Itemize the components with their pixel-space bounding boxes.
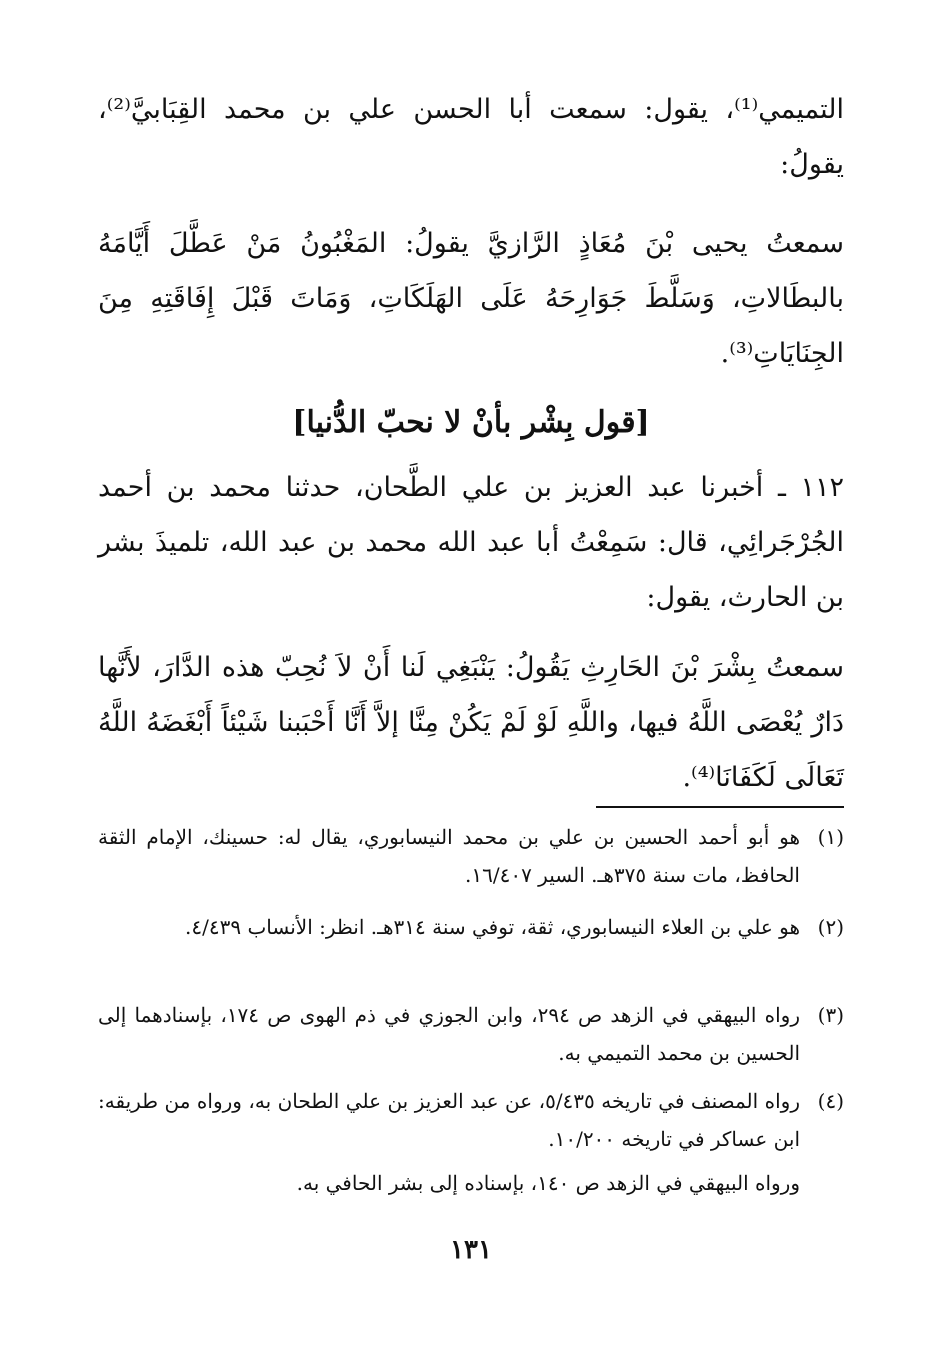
footnote-3	[98, 996, 844, 1072]
footnote-number: (٣)	[817, 1003, 844, 1027]
footnote-text: هو علي بن العلاء النيسابوري، ثقة، توفي سنة ٣١٤هـ. انظر: الأنساب ٤/٤٣٩.	[185, 915, 800, 939]
footnote-number: (٢)	[817, 915, 844, 939]
paragraph-continuation: التميمي⁽¹⁾، يقول: سمعت أبا الحسن علي بن محمد القِبَابيَّ⁽²⁾، يقولُ:	[98, 94, 844, 180]
footnote-number: (١)	[817, 825, 844, 849]
footnote-separator	[596, 806, 844, 808]
footnote-number: (٤)	[817, 1089, 844, 1113]
paragraph-narration-112: ١١٢ ـ أخبرنا عبد العزيز بن علي الطَّحان، حدثنا محمد بن أحمد الجُرْجَرائِي، قال: سَمِعْتُ أبا عبد الله محمد بن عبد الله، تلميذَ بشر بن الحارث، يقول:	[98, 472, 845, 613]
footnote-1	[98, 818, 844, 894]
page-number: ١٣١	[450, 1235, 492, 1265]
footnote-text: هو أبو أحمد الحسين بن علي بن محمد النيسابوري، يقال له: حسينك، الإمام الثقة الحافظ، مات سنة ٣٧٥هـ. السير ١٦/٤٠٧.	[98, 825, 800, 887]
footnote-4	[98, 1082, 844, 1158]
paragraph-yahya-quote: سمعتُ يحيى بْنَ مُعَاذٍ الرَّازيَّ يقولُ: المَغْبُونُ مَنْ عَطَّلَ أَيَّامَهُ بالبطَالاتِ، وَسَلَّطَ جَوَارِحَهُ عَلَى الهَلَكَاتِ، وَمَاتَ قَبْلَ إِفَاقَتِهِ مِنَ الجِنَايَاتِ⁽³⁾.	[98, 228, 844, 369]
footnote-2	[98, 908, 844, 946]
paragraph-bishr-quote: سمعتُ بِشْرَ بْنَ الحَارِثِ يَقُولُ: يَنْبَغِي لَنا أَنْ لاَ نُحِبّ هذه الدَّارَ، لأَنَّها دَارٌ يُعْصَى اللَّهُ فيها، واللَّهِ لَوْ لَمْ يَكُنْ مِنَّا إلاَّ أَنَّا أَحْبَبنا شَيْئاً أَبْغَضَهُ اللَّهُ تَعَالَى لَكَفَانَا⁽⁴⁾.	[98, 652, 844, 793]
section-heading: [قول بِشْر بأنْ لا نحبّ الدُّنيا]	[292, 405, 650, 440]
footnote-text: رواه البيهقي في الزهد ص ٢٩٤، وابن الجوزي في ذم الهوى ص ١٧٤، بإسنادهما إلى الحسين بن محمد التميمي به.	[98, 1003, 800, 1065]
footnote-text: رواه المصنف في تاريخه ٥/٤٣٥، عن عبد العزيز بن علي الطحان به، ورواه من طريقه: ابن عساكر في تاريخه ١٠/٢٠٠.	[98, 1089, 800, 1151]
footnote-4-continuation: ورواه البيهقي في الزهد ص ١٤٠، بإسناده إلى بشر الحافي به.	[296, 1171, 800, 1195]
